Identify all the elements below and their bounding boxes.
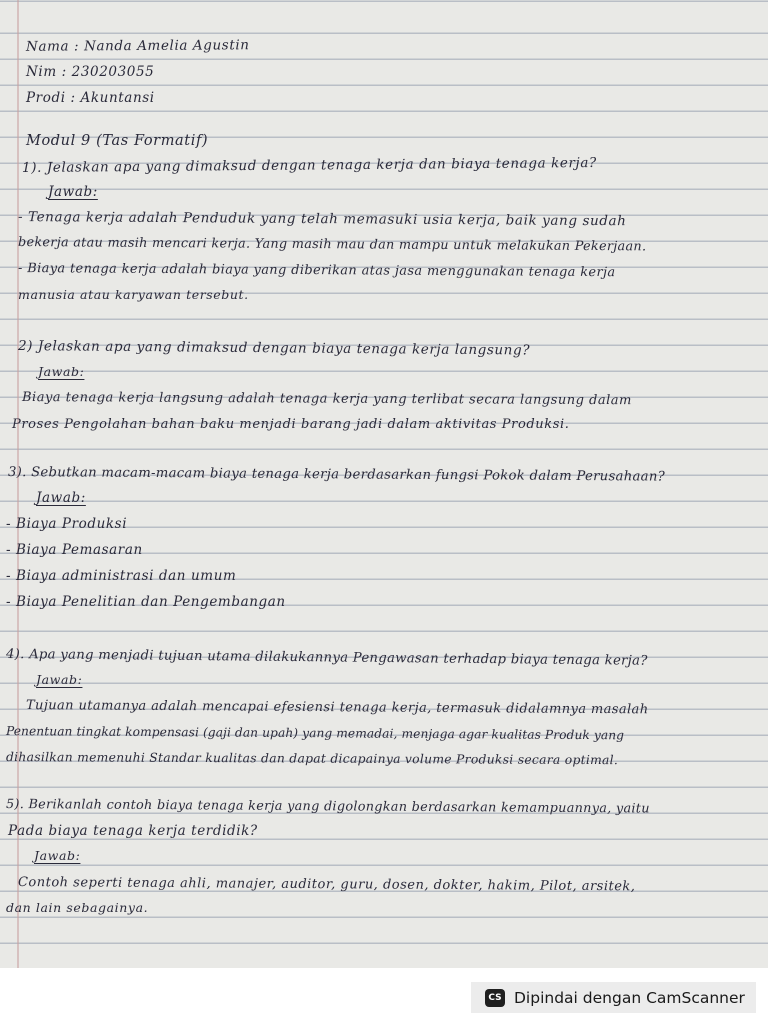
- answer-4-line-2: Penentuan tingkat kompensasi (gaji dan upah) yang memadai, menjaga agar kualitas Produk yang: [5, 724, 625, 743]
- answer-1-line-1: - Tenaga kerja adalah Penduduk yang telah memasuki usia kerja, baik yang sudah: [17, 209, 627, 230]
- answer-1-line-2: bekerja atau masih mencari kerja. Yang masih mau dan mampu untuk melakukan Pekerjaan.: [17, 235, 647, 255]
- answer-2-line-2: Proses Pengolahan bahan baku menjadi barang jadi dalam aktivitas Produksi.: [12, 417, 570, 432]
- answer-5-line-2: dan lain sebagainya.: [6, 900, 149, 915]
- answer-2-line-1: Biaya tenaga kerja langsung adalah tenaga kerja yang terlibat secara langsung dalam: [21, 390, 632, 409]
- question-2: 2) Jelaskan apa yang dimaksud dengan biaya tenaga kerja langsung?: [17, 338, 531, 359]
- question-3: 3). Sebutkan macam-macam biaya tenaga kerja berdasarkan fungsi Pokok dalam Perusahaan?: [7, 465, 666, 485]
- answer-3-item-1: - Biaya Produksi: [6, 516, 128, 532]
- question-5-line-2: Pada biaya tenaga kerja terdidik?: [8, 823, 258, 839]
- student-name: Nama : Nanda Amelia Agustin: [25, 37, 250, 55]
- answer-5-line-1: Contoh seperti tenaga ahli, manajer, auditor, guru, dosen, dokter, hakim, Pilot, arsitek,: [17, 875, 636, 895]
- student-nim: Nim : 230203055: [26, 64, 155, 80]
- answer-4-line-1: Tujuan utamanya adalah mencapai efesiensi tenaga kerja, termasuk didalamnya masalah: [25, 698, 649, 718]
- study-program: Prodi : Akuntansi: [26, 90, 155, 106]
- answer-3-item-3: - Biaya administrasi dan umum: [6, 568, 237, 584]
- answer-2-label: Jawab:: [38, 364, 85, 379]
- camscanner-label: Dipindai dengan CamScanner: [514, 988, 745, 1007]
- question-4: 4). Apa yang menjadi tujuan utama dilakukannya Pengawasan terhadap biaya tenaga kerja?: [5, 647, 648, 669]
- question-5-line-1: 5). Berikanlah contoh biaya tenaga kerja yang digolongkan berdasarkan kemampuannya, yaitu: [5, 797, 650, 817]
- camscanner-watermark: [471, 982, 756, 1013]
- answer-3-label: Jawab:: [36, 490, 86, 506]
- answer-1-label: Jawab:: [48, 184, 98, 200]
- answer-3-item-2: - Biaya Pemasaran: [6, 542, 143, 558]
- question-1: 1). Jelaskan apa yang dimaksud dengan tenaga kerja dan biaya tenaga kerja?: [21, 154, 597, 176]
- module-title: Modul 9 (Tas Formatif): [26, 133, 209, 149]
- answer-3-item-4: - Biaya Penelitian dan Pengembangan: [6, 594, 286, 610]
- camscanner-icon: CS: [485, 989, 505, 1007]
- answer-4-line-3: dihasilkan memenuhi Standar kualitas dan dapat dicapainya volume Produksi secara optimal.: [5, 750, 619, 768]
- answer-5-label: Jawab:: [34, 848, 81, 863]
- answer-1-line-3: - Biaya tenaga kerja adalah biaya yang diberikan atas jasa menggunakan tenaga kerja: [17, 261, 616, 281]
- answer-1-line-4: manusia atau karyawan tersebut.: [18, 287, 249, 302]
- answer-4-label: Jawab:: [36, 672, 83, 687]
